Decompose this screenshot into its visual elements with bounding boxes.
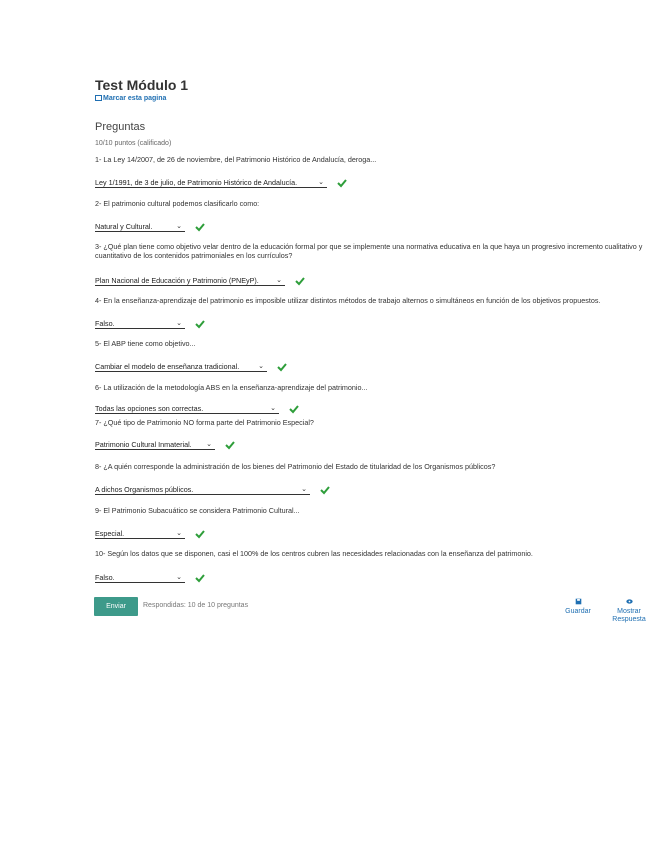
question-7-select[interactable] xyxy=(95,440,215,450)
chevron-down-icon: ⌄ xyxy=(276,277,282,284)
eye-icon xyxy=(626,598,633,605)
question-6-select[interactable] xyxy=(95,404,279,414)
check-icon xyxy=(277,362,287,372)
chevron-down-icon: ⌄ xyxy=(258,363,264,370)
print-page-link[interactable] xyxy=(95,95,166,102)
check-icon xyxy=(320,485,330,495)
chevron-down-icon: ⌄ xyxy=(176,530,182,537)
question-8-answer-row xyxy=(95,484,330,495)
question-4-answer-row xyxy=(95,318,205,329)
question-9-text: 9- El Patrimonio Subacuático se considera Patrimonio Cultural... xyxy=(95,506,300,515)
check-icon xyxy=(195,529,205,539)
question-9-select[interactable] xyxy=(95,529,185,539)
chevron-down-icon: ⌄ xyxy=(176,223,182,230)
question-8-selected: A dichos Organismos públicos. xyxy=(95,484,194,494)
question-6-text: 6- La utilización de la metodología ABS en la enseñanza-aprendizaje del patrimonio... xyxy=(95,383,368,392)
section-title: Preguntas xyxy=(95,121,146,133)
question-5-answer-row xyxy=(95,361,287,372)
save-label: Guardar xyxy=(565,608,591,615)
chevron-down-icon: ⌄ xyxy=(270,405,276,412)
question-4-text: 4- En la enseñanza-aprendizaje del patrimonio es imposible utilizar distintos métodos de trabajo alternos o simultáneos en función de los objetivos propuestos. xyxy=(95,296,601,305)
question-3-select[interactable] xyxy=(95,276,285,286)
question-7-text: 7- ¿Qué tipo de Patrimonio NO forma parte del Patrimonio Especial? xyxy=(95,418,314,427)
question-4-select[interactable] xyxy=(95,319,185,329)
question-3-selected: Plan Nacional de Educación y Patrimonio (PNEyP). xyxy=(95,275,259,285)
chevron-down-icon: ⌄ xyxy=(206,441,212,448)
question-5-select[interactable] xyxy=(95,362,267,372)
chevron-down-icon: ⌄ xyxy=(176,320,182,327)
question-10-text: 10- Según los datos que se disponen, casi el 100% de los centros cubren las necesidades relacionadas con la enseñanza del patrimonio. xyxy=(95,549,533,558)
question-2-text: 2- El patrimonio cultural podemos clasificarlo como: xyxy=(95,199,260,208)
check-icon xyxy=(337,178,347,188)
check-icon xyxy=(289,404,299,414)
check-icon xyxy=(295,276,305,286)
question-8-select[interactable] xyxy=(95,485,310,495)
question-1-select[interactable] xyxy=(95,178,327,188)
question-2-select[interactable] xyxy=(95,222,185,232)
answered-count: Respondidas: 10 de 10 preguntas xyxy=(143,602,249,609)
chevron-down-icon: ⌄ xyxy=(176,574,182,581)
send-button[interactable]: Enviar xyxy=(94,597,138,616)
question-5-text: 5- El ABP tiene como objetivo... xyxy=(95,339,196,348)
question-7-selected: Patrimonio Cultural Inmaterial. xyxy=(95,439,192,449)
show-answer-label-2: Respuesta xyxy=(612,616,646,623)
check-icon xyxy=(225,440,235,450)
show-answer-label-1: Mostrar xyxy=(617,608,641,615)
print-icon xyxy=(95,95,102,101)
question-8-text: 8- ¿A quién corresponde la administración de los bienes del Patrimonio del Estado de titularidad de los Organismos públicos? xyxy=(95,462,496,471)
check-icon xyxy=(195,573,205,583)
question-1-answer-row xyxy=(95,177,347,188)
print-page-label: Marcar esta pagina xyxy=(103,95,167,102)
save-icon xyxy=(575,598,582,605)
question-3-text: 3- ¿Qué plan tiene como objetivo velar dentro de la educación formal por que se implemente una normativa educativa en la que haya un progresivo incremento cualitativo y cuantitativo de los contenidos patrimoniales en los currículos? xyxy=(95,242,643,260)
chevron-down-icon: ⌄ xyxy=(301,486,307,493)
question-7-answer-row xyxy=(95,439,235,450)
question-10-selected: Falso. xyxy=(95,572,115,582)
score-meta: 10/10 puntos (calificado) xyxy=(95,140,172,147)
check-icon xyxy=(195,319,205,329)
question-6-answer-row xyxy=(95,403,299,414)
question-5-selected: Cambiar el modelo de enseñanza tradicional. xyxy=(95,361,240,371)
question-1-text: 1- La Ley 14/2007, de 26 de noviembre, del Patrimonio Histórico de Andalucía, deroga... xyxy=(95,155,377,164)
page-title: Test Módulo 1 xyxy=(95,77,189,93)
check-icon xyxy=(195,222,205,232)
question-3-answer-row xyxy=(95,275,305,286)
chevron-down-icon: ⌄ xyxy=(318,179,324,186)
question-9-answer-row xyxy=(95,528,205,539)
question-2-selected: Natural y Cultural. xyxy=(95,221,153,231)
question-1-selected: Ley 1/1991, de 3 de julio, de Patrimonio Histórico de Andalucía. xyxy=(95,177,298,187)
question-2-answer-row xyxy=(95,221,205,232)
question-10-select[interactable] xyxy=(95,573,185,583)
question-10-answer-row xyxy=(95,572,205,583)
question-6-selected: Todas las opciones son correctas. xyxy=(95,403,204,413)
save-button[interactable] xyxy=(562,598,594,616)
show-answer-button[interactable] xyxy=(610,598,648,624)
question-9-selected: Especial. xyxy=(95,528,125,538)
question-4-selected: Falso. xyxy=(95,318,115,328)
